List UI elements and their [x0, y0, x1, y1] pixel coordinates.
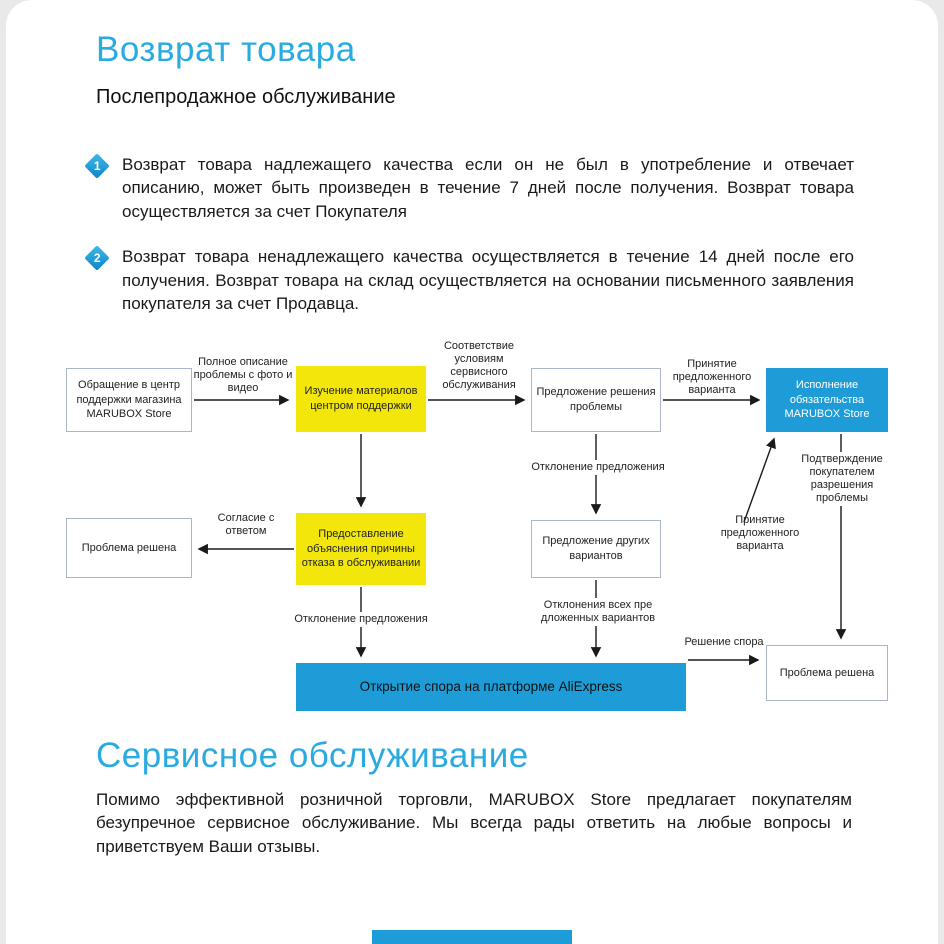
point-2-diamond-icon [84, 246, 109, 271]
edge-label-accept-option-right: Принятие предложенного варианта [720, 513, 800, 553]
flow-box-problem-solved-right: Проблема решена [766, 645, 888, 701]
edge-label-decline-offer-mid: Отклонение предложения [528, 460, 668, 475]
edge-label-decline-all-options: Отклонения всех пре дложенных вариантов [528, 598, 668, 626]
page-title: Возврат товара [96, 30, 356, 69]
flow-box-other-options: Предложение других вариантов [531, 520, 661, 578]
point-2-text: Возврат товара ненадлежащего качества осуществляется в течение 14 дней после его получения. Возврат товара на склад осуществляется на основании письменного заявления покупателя за счет Продавца. [122, 247, 854, 314]
flow-box-solution-offer: Предложение решения проблемы [531, 368, 661, 432]
page-subtitle: Послепродажное обслуживание [96, 86, 396, 108]
flow-box-obligation-execution: Исполнение обязательства MARUBOX Store [766, 368, 888, 432]
flow-box-refusal-explanation: Предоставление объяснения причины отказа в обслуживании [296, 513, 426, 585]
flow-box-contact-support: Обращение в центр поддержки магазина MARUBOX Store [66, 368, 192, 432]
service-section-text: Помимо эффективной розничной торговли, MARUBOX Store предлагает покупателям безупречное сервисное обслуживание. Мы всегда рады ответить на любые вопросы и приветствуем Ваши отзывы. [96, 789, 852, 856]
edge-label-full-description: Полное описание проблемы с фото и видео [193, 355, 293, 395]
return-point-2 [6, 245, 938, 315]
edge-label-accept-option-top: Принятие предложенного варианта [672, 357, 752, 397]
edge-label-confirm-resolution: Подтверждение покупателем разрешения проблемы [792, 452, 892, 507]
point-2-number: 2 [93, 251, 101, 266]
point-1-diamond-icon [84, 153, 109, 178]
point-1-text: Возврат товара надлежащего качества если он не был в употребление и отвечает описанию, может быть произведен в течение 7 дней после получения. Возврат товара осуществляется за счет Покупателя [122, 155, 854, 221]
flow-box-open-dispute: Открытие спора на платформе AliExpress [296, 663, 686, 711]
return-flowchart [6, 340, 938, 732]
edge-label-dispute-resolution: Решение спора [684, 635, 764, 648]
edge-label-service-conditions: Соответствие условиям сервисного обслуживания [442, 339, 516, 392]
page-card [6, 0, 938, 944]
flow-box-problem-solved-left: Проблема решена [66, 518, 192, 578]
service-section-title: Сервисное обслуживание [96, 735, 529, 775]
bottom-banner-partial [372, 930, 572, 944]
arrow-other-options-to-execution [744, 439, 774, 522]
point-1-number: 1 [93, 159, 101, 173]
flow-box-study-materials: Изучение материалов центром поддержки [296, 366, 426, 432]
return-point-1 [6, 153, 938, 223]
edge-label-decline-offer-bottom: Отклонение предложения [288, 612, 434, 627]
edge-label-agree-with-answer: Согласие с ответом [217, 511, 275, 537]
